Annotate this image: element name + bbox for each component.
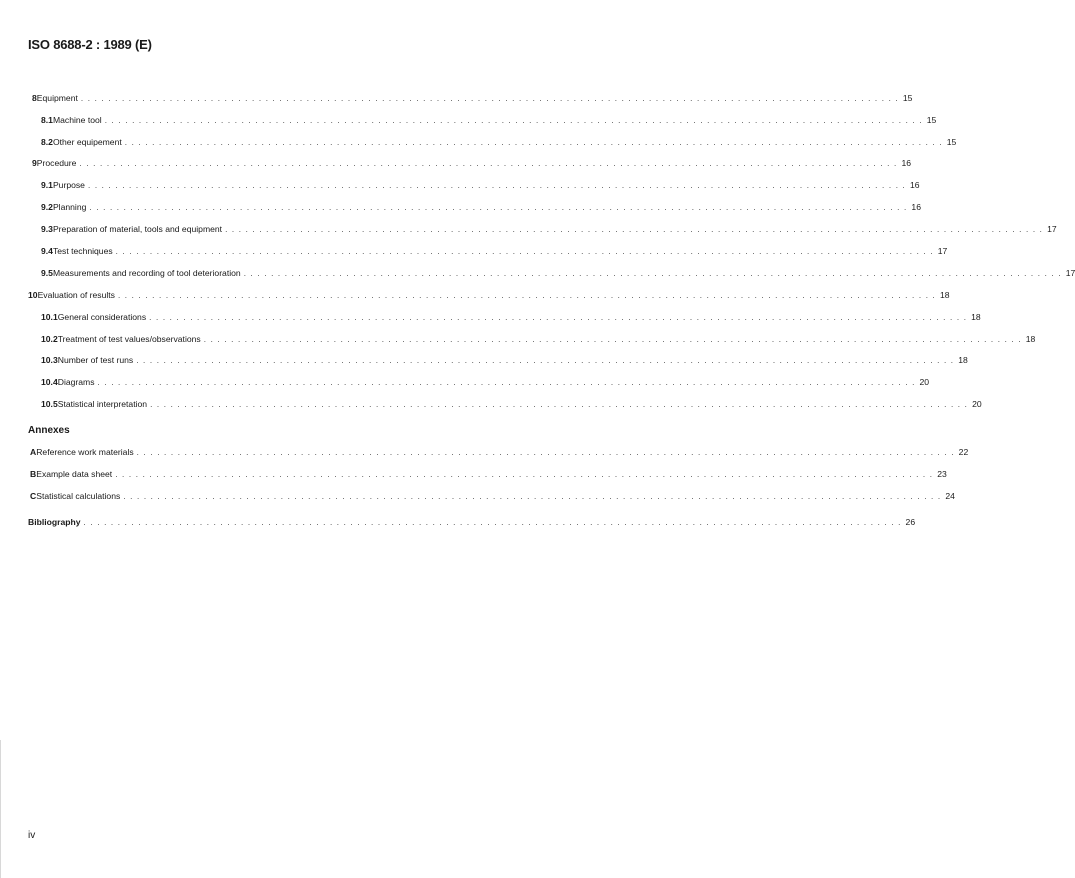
toc-entry-page: 15	[946, 137, 957, 147]
dot-leader: . . . . . . . . . . . . . . . . . . . . . . . . . . . . . . . . . . . . . . . . . . . . . . . . . . . . . . . . . . . . . . . . . . . . . . . . . . . . . . . . . . . . . . . . . . . . . . . . . . . . . . . . . . . . . . . . . . . . . . . .	[89, 203, 908, 212]
toc-entry	[41, 334, 1036, 344]
dot-leader: . . . . . . . . . . . . . . . . . . . . . . . . . . . . . . . . . . . . . . . . . . . . . . . . . . . . . . . . . . . . . . . . . . . . . . . . . . . . . . . . . . . . . . . . . . . . . . . . . . . . . . . . . . . . . . . . . . . . . . . .	[124, 138, 943, 147]
toc-entry-title: Number of test runs	[57, 355, 134, 365]
toc-entry-number: 9.2	[41, 202, 53, 212]
toc-entry-number: 9.3	[41, 224, 53, 234]
toc-entry-page: 15	[902, 93, 913, 103]
annex-entry	[30, 491, 955, 501]
toc-entry-number: 10.1	[41, 312, 58, 322]
document-id: ISO 8688-2 : 1989 (E)	[28, 37, 152, 52]
toc-entry-title: Purpose	[52, 180, 85, 190]
toc-entry-number: 8.2	[41, 137, 53, 147]
toc-entry	[32, 158, 912, 168]
toc-entry-page: 17	[937, 246, 948, 256]
dot-leader: . . . . . . . . . . . . . . . . . . . . . . . . . . . . . . . . . . . . . . . . . . . . . . . . . . . . . . . . . . . . . . . . . . . . . . . . . . . . . . . . . . . . . . . . . . . . . . . . . . . . . . . . . . . . . . . . . . . . . . . .	[136, 448, 955, 457]
scan-edge-mark	[0, 740, 1, 878]
toc-entry-title: Machine tool	[52, 115, 102, 125]
dot-leader: . . . . . . . . . . . . . . . . . . . . . . . . . . . . . . . . . . . . . . . . . . . . . . . . . . . . . . . . . . . . . . . . . . . . . . . . . . . . . . . . . . . . . . . . . . . . . . . . . . . . . . . . . . . . . . . . . . . . . . . .	[79, 159, 898, 168]
toc-entry-number: 9	[32, 158, 37, 168]
toc-entry-page: 26	[905, 517, 916, 527]
toc-entry-number: 10.3	[41, 355, 58, 365]
toc-entry	[41, 377, 930, 387]
toc-entry-title: Example data sheet	[36, 469, 113, 479]
toc-entry-number: B	[30, 469, 37, 479]
toc-entry-number: 10	[28, 290, 38, 300]
dot-leader: . . . . . . . . . . . . . . . . . . . . . . . . . . . . . . . . . . . . . . . . . . . . . . . . . . . . . . . . . . . . . . . . . . . . . . . . . . . . . . . . . . . . . . . . . . . . . . . . . . . . . . . . . . . . . . . . . . . . . . . .	[104, 116, 923, 125]
toc-entry	[41, 202, 921, 212]
toc-entry-title: Equipment	[36, 93, 78, 103]
toc-entry	[41, 268, 1075, 278]
toc-entry-number: 9.1	[41, 180, 53, 190]
dot-leader: . . . . . . . . . . . . . . . . . . . . . . . . . . . . . . . . . . . . . . . . . . . . . . . . . . . . . . . . . . . . . . . . . . . . . . . . . . . . . . . . . . . . . . . . . . . . . . . . . . . . . . . . . . . . . . . . . . . . . . . .	[225, 225, 1044, 234]
toc-entry-page: 15	[926, 115, 937, 125]
toc-entry-title: Preparation of material, tools and equipment	[52, 224, 223, 234]
toc-entry-page: 23	[937, 469, 947, 479]
toc-entry-page: 20	[919, 377, 930, 387]
toc-entry-title: General considerations	[57, 312, 147, 322]
toc-entry-title: Evaluation of results	[37, 290, 115, 300]
dot-leader: . . . . . . . . . . . . . . . . . . . . . . . . . . . . . . . . . . . . . . . . . . . . . . . . . . . . . . . . . . . . . . . . . . . . . . . . . . . . . . . . . . . . . . . . . . . . . . . . . . . . . . . . . . . . . . . . . . . . . . . .	[150, 400, 969, 409]
toc-entry-page: 17	[1065, 268, 1075, 278]
toc-entry-title: Other equipement	[52, 137, 122, 147]
toc-entry-number: 9.5	[41, 268, 53, 278]
toc-entry-title: Diagrams	[57, 377, 95, 387]
toc-entry	[41, 355, 968, 365]
toc-entry-number: 8	[32, 93, 37, 103]
toc-entry	[41, 246, 948, 256]
toc-entry-title: Measurements and recording of tool deterioration	[52, 268, 241, 278]
toc-entry	[41, 399, 982, 409]
toc-entry-number: A	[30, 447, 37, 457]
toc-entry-title: Bibliography	[28, 517, 81, 527]
toc-entry-title: Statistical calculations	[36, 491, 121, 501]
toc-entry-number: 10.5	[41, 399, 58, 409]
toc-entry	[41, 115, 937, 125]
page-number: iv	[28, 830, 36, 841]
dot-leader: . . . . . . . . . . . . . . . . . . . . . . . . . . . . . . . . . . . . . . . . . . . . . . . . . . . . . . . . . . . . . . . . . . . . . . . . . . . . . . . . . . . . . . . . . . . . . . . . . . . . . . . . . . . . . . . . . . . . . . . .	[123, 492, 942, 501]
toc-entry-title: Reference work materials	[36, 447, 134, 457]
toc-entry-title: Planning	[52, 202, 87, 212]
dot-leader: . . . . . . . . . . . . . . . . . . . . . . . . . . . . . . . . . . . . . . . . . . . . . . . . . . . . . . . . . . . . . . . . . . . . . . . . . . . . . . . . . . . . . . . . . . . . . . . . . . . . . . . . . . . . . . . . . . . . . . . .	[117, 291, 936, 300]
toc-entry-title: Treatment of test values/observations	[57, 334, 201, 344]
toc-entry-page: 18	[958, 355, 968, 365]
toc-entry	[32, 93, 913, 103]
toc-entry-number: 10.4	[41, 377, 58, 387]
annex-entry	[30, 447, 969, 457]
toc-entry-page: 16	[909, 180, 920, 190]
toc-entry	[41, 224, 1057, 234]
toc-entry-number: 10.2	[41, 334, 58, 344]
toc-entry	[28, 290, 950, 300]
toc-entry-page: 17	[1047, 224, 1057, 234]
annexes-heading: Annexes	[28, 425, 70, 436]
annex-entry	[30, 469, 947, 479]
dot-leader: . . . . . . . . . . . . . . . . . . . . . . . . . . . . . . . . . . . . . . . . . . . . . . . . . . . . . . . . . . . . . . . . . . . . . . . . . . . . . . . . . . . . . . . . . . . . . . . . . . . . . . . . . . . . . . . . . . . . . . . .	[115, 470, 934, 479]
toc-entry-page: 18	[939, 290, 950, 300]
dot-leader: . . . . . . . . . . . . . . . . . . . . . . . . . . . . . . . . . . . . . . . . . . . . . . . . . . . . . . . . . . . . . . . . . . . . . . . . . . . . . . . . . . . . . . . . . . . . . . . . . . . . . . . . . . . . . . . . . . . . . . . .	[87, 181, 906, 190]
toc-entry-title: Statistical interpretation	[57, 399, 148, 409]
bibliography-entry	[28, 517, 916, 527]
toc-entry-title: Procedure	[36, 158, 77, 168]
toc-entry-page: 24	[945, 491, 955, 501]
toc-entry	[41, 312, 981, 322]
toc-entry-page: 16	[911, 202, 921, 212]
toc-entry-page: 16	[901, 158, 912, 168]
toc-entry-number: C	[30, 491, 37, 501]
dot-leader: . . . . . . . . . . . . . . . . . . . . . . . . . . . . . . . . . . . . . . . . . . . . . . . . . . . . . . . . . . . . . . . . . . . . . . . . . . . . . . . . . . . . . . . . . . . . . . . . . . . . . . . . . . . . . . . . . . . . . . . .	[80, 94, 899, 103]
dot-leader: . . . . . . . . . . . . . . . . . . . . . . . . . . . . . . . . . . . . . . . . . . . . . . . . . . . . . . . . . . . . . . . . . . . . . . . . . . . . . . . . . . . . . . . . . . . . . . . . . . . . . . . . . . . . . . . . . . . . . . . .	[136, 356, 955, 365]
dot-leader: . . . . . . . . . . . . . . . . . . . . . . . . . . . . . . . . . . . . . . . . . . . . . . . . . . . . . . . . . . . . . . . . . . . . . . . . . . . . . . . . . . . . . . . . . . . . . . . . . . . . . . . . . . . . . . . . . . . . . . . .	[83, 518, 902, 527]
toc-entry-page: 18	[971, 312, 981, 322]
dot-leader: . . . . . . . . . . . . . . . . . . . . . . . . . . . . . . . . . . . . . . . . . . . . . . . . . . . . . . . . . . . . . . . . . . . . . . . . . . . . . . . . . . . . . . . . . . . . . . . . . . . . . . . . . . . . . . . . . . . . . . . .	[115, 247, 934, 256]
toc-entry-page: 18	[1025, 334, 1036, 344]
dot-leader: . . . . . . . . . . . . . . . . . . . . . . . . . . . . . . . . . . . . . . . . . . . . . . . . . . . . . . . . . . . . . . . . . . . . . . . . . . . . . . . . . . . . . . . . . . . . . . . . . . . . . . . . . . . . . . . . . . . . . . . .	[149, 313, 968, 322]
toc-entry-number: 9.4	[41, 246, 53, 256]
toc-entry-page: 22	[958, 447, 969, 457]
toc-entry-page: 20	[972, 399, 982, 409]
toc-entry	[41, 180, 920, 190]
toc-entry-number: 8.1	[41, 115, 53, 125]
dot-leader: . . . . . . . . . . . . . . . . . . . . . . . . . . . . . . . . . . . . . . . . . . . . . . . . . . . . . . . . . . . . . . . . . . . . . . . . . . . . . . . . . . . . . . . . . . . . . . . . . . . . . . . . . . . . . . . . . . . . . . . .	[243, 269, 1062, 278]
dot-leader: . . . . . . . . . . . . . . . . . . . . . . . . . . . . . . . . . . . . . . . . . . . . . . . . . . . . . . . . . . . . . . . . . . . . . . . . . . . . . . . . . . . . . . . . . . . . . . . . . . . . . . . . . . . . . . . . . . . . . . . .	[203, 335, 1022, 344]
toc-entry	[41, 137, 957, 147]
toc-entry-title: Test techniques	[52, 246, 113, 256]
dot-leader: . . . . . . . . . . . . . . . . . . . . . . . . . . . . . . . . . . . . . . . . . . . . . . . . . . . . . . . . . . . . . . . . . . . . . . . . . . . . . . . . . . . . . . . . . . . . . . . . . . . . . . . . . . . . . . . . . . . . . . . .	[97, 378, 916, 387]
